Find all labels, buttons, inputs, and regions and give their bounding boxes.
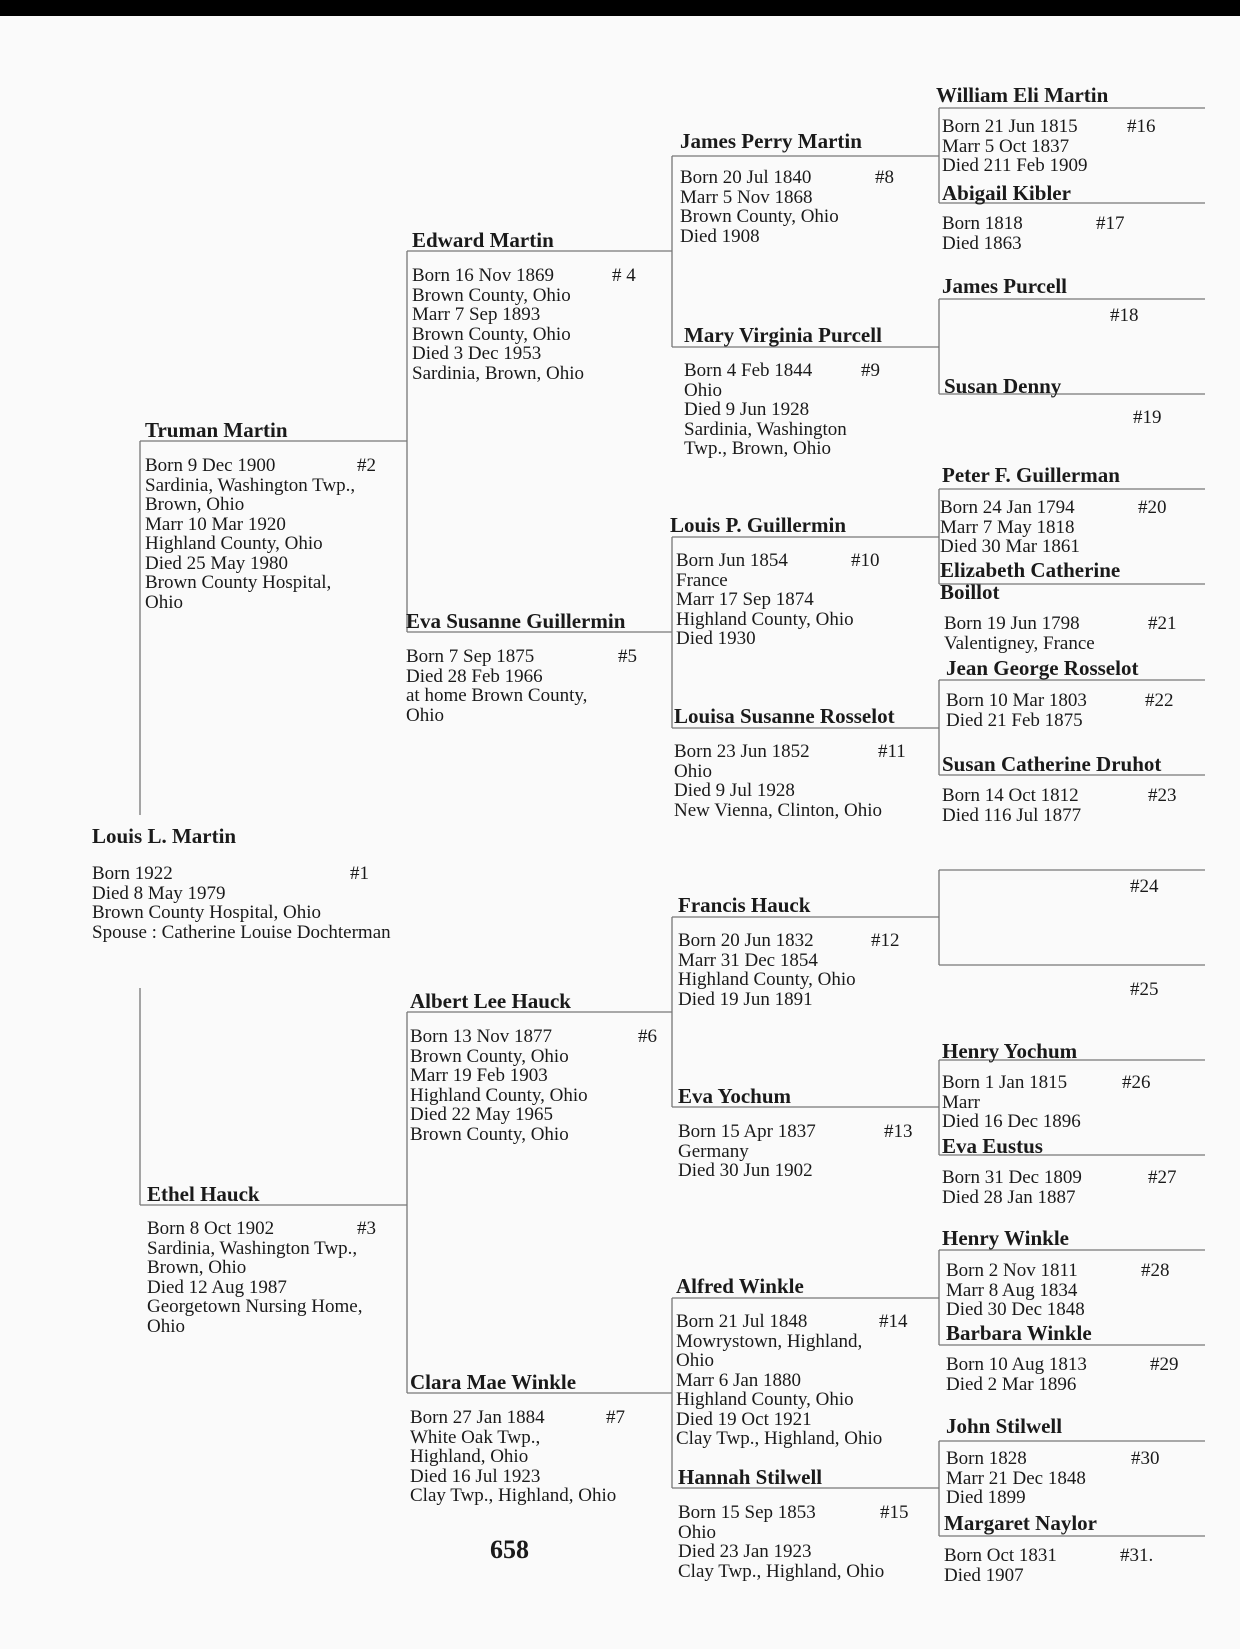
person-15-detail: Born 15 Sep 1853 bbox=[678, 1502, 816, 1523]
person-18-number: #18 bbox=[1110, 305, 1139, 326]
person-26-name: Henry Yochum bbox=[942, 1039, 1078, 1063]
person-6-name: Albert Lee Hauck bbox=[410, 989, 571, 1013]
person-6-detail: Brown County, Ohio bbox=[410, 1123, 569, 1145]
person-4-detail: Brown County, Ohio bbox=[412, 323, 571, 345]
person-7-detail: Died 16 Jul 1923 bbox=[410, 1465, 541, 1487]
person-10-detail: Highland County, Ohio bbox=[676, 608, 854, 630]
person-25-number: #25 bbox=[1130, 979, 1159, 1000]
person-11-detail: Died 9 Jul 1928 bbox=[674, 780, 795, 801]
person-23-detail: Died 116 Jul 1877 bbox=[942, 804, 1082, 826]
person-3-number: #3 bbox=[357, 1218, 376, 1239]
person-2-detail: Sardinia, Washington Twp., bbox=[145, 474, 356, 496]
person-20-detail: Born 24 Jan 1794 bbox=[940, 497, 1075, 518]
person-27-detail: Died 28 Jan 1887 bbox=[942, 1186, 1076, 1208]
person-23-name: Susan Catherine Druhot bbox=[942, 752, 1162, 776]
person-9-detail: Sardinia, Washington bbox=[684, 418, 847, 440]
person-1-detail: Died 8 May 1979 bbox=[92, 882, 226, 904]
person-7-detail: White Oak Twp., bbox=[410, 1426, 541, 1448]
person-10-detail: Marr 17 Sep 1874 bbox=[676, 589, 814, 610]
person-14-number: #14 bbox=[879, 1311, 908, 1332]
person-11-number: #11 bbox=[878, 741, 906, 762]
person-15-detail: Died 23 Jan 1923 bbox=[678, 1541, 812, 1562]
person-6-detail: Marr 19 Feb 1903 bbox=[410, 1065, 548, 1086]
person-24-number: #24 bbox=[1130, 876, 1159, 897]
person-23-detail: Born 14 Oct 1812 bbox=[942, 785, 1079, 806]
person-8-detail: Died 1908 bbox=[680, 225, 760, 247]
person-4-detail: Brown County, Ohio bbox=[412, 284, 571, 306]
person-7-detail: Born 27 Jan 1884 bbox=[410, 1407, 545, 1428]
person-8-detail: Marr 5 Nov 1868 bbox=[680, 186, 813, 208]
person-22-name: Jean George Rosselot bbox=[946, 656, 1139, 680]
person-9-detail: Twp., Brown, Ohio bbox=[684, 438, 831, 459]
person-28-name: Henry Winkle bbox=[942, 1226, 1069, 1250]
person-27-detail: Born 31 Dec 1809 bbox=[942, 1167, 1082, 1188]
person-28-detail: Born 2 Nov 1811 bbox=[946, 1260, 1078, 1281]
person-6-detail: Died 22 May 1965 bbox=[410, 1104, 554, 1125]
person-1-detail: Brown County Hospital, Ohio bbox=[92, 902, 322, 923]
person-20-detail: Marr 7 May 1818 bbox=[940, 516, 1075, 538]
person-10-detail: Born Jun 1854 bbox=[676, 550, 788, 571]
person-1-name: Louis L. Martin bbox=[92, 824, 237, 848]
person-4-detail: Sardinia, Brown, Ohio bbox=[412, 362, 585, 384]
person-6-detail: Brown County, Ohio bbox=[410, 1045, 569, 1067]
person-16-number: #16 bbox=[1127, 116, 1156, 137]
person-22-detail: Died 21 Feb 1875 bbox=[946, 709, 1083, 731]
page-number: 658 bbox=[490, 1535, 529, 1564]
person-15-number: #15 bbox=[880, 1502, 909, 1523]
person-2-detail: Highland County, Ohio bbox=[145, 533, 323, 554]
person-7-number: #7 bbox=[606, 1407, 625, 1428]
person-12-detail: Died 19 Jun 1891 bbox=[678, 988, 813, 1010]
person-2-detail: Brown, Ohio bbox=[145, 494, 245, 515]
person-22-detail: Born 10 Mar 1803 bbox=[946, 690, 1087, 711]
person-9-detail: Died 9 Jun 1928 bbox=[684, 399, 810, 420]
person-13-detail: Died 30 Jun 1902 bbox=[678, 1160, 813, 1181]
person-2-name: Truman Martin bbox=[145, 418, 288, 442]
person-16-name: William Eli Martin bbox=[936, 83, 1109, 107]
person-3-detail: Brown, Ohio bbox=[147, 1257, 247, 1278]
person-28-detail: Died 30 Dec 1848 bbox=[946, 1299, 1085, 1320]
person-19-name: Susan Denny bbox=[944, 374, 1062, 398]
person-5-detail: Died 28 Feb 1966 bbox=[406, 665, 543, 687]
person-28-number: #28 bbox=[1141, 1260, 1170, 1281]
person-29-number: #29 bbox=[1150, 1354, 1179, 1375]
person-2-detail: Died 25 May 1980 bbox=[145, 552, 289, 574]
person-1-detail: Spouse : Catherine Louise Dochterman bbox=[92, 921, 391, 943]
person-8-number: #8 bbox=[875, 167, 894, 188]
person-13-number: #13 bbox=[884, 1121, 913, 1142]
person-2-number: #2 bbox=[357, 455, 376, 476]
person-8-detail: Brown County, Ohio bbox=[680, 206, 839, 227]
person-3-name: Ethel Hauck bbox=[147, 1182, 260, 1206]
person-6-detail: Highland County, Ohio bbox=[410, 1084, 588, 1106]
person-7-detail: Clay Twp., Highland, Ohio bbox=[410, 1485, 617, 1506]
person-2-detail: Ohio bbox=[145, 591, 183, 613]
person-30-detail: Marr 21 Dec 1848 bbox=[946, 1467, 1086, 1489]
person-10-number: #10 bbox=[851, 550, 880, 571]
person-9-number: #9 bbox=[861, 360, 880, 381]
person-18-name: James Purcell bbox=[942, 274, 1067, 298]
person-30-detail: Born 1828 bbox=[946, 1448, 1027, 1469]
person-14-detail: Died 19 Oct 1921 bbox=[676, 1408, 812, 1430]
person-14-name: Alfred Winkle bbox=[676, 1274, 804, 1298]
person-2-detail: Born 9 Dec 1900 bbox=[145, 455, 276, 476]
person-13-detail: Born 15 Apr 1837 bbox=[678, 1121, 816, 1142]
person-11-detail: Ohio bbox=[674, 760, 712, 782]
person-12-name: Francis Hauck bbox=[678, 893, 811, 917]
person-4-detail: Marr 7 Sep 1893 bbox=[412, 304, 541, 325]
person-17-detail: Died 1863 bbox=[942, 232, 1022, 254]
person-17-name: Abigail Kibler bbox=[942, 181, 1071, 205]
person-8-name: James Perry Martin bbox=[680, 129, 862, 153]
person-5-number: #5 bbox=[618, 646, 637, 667]
person-13-name: Eva Yochum bbox=[678, 1084, 791, 1108]
person-3-detail: Born 8 Oct 1902 bbox=[147, 1218, 275, 1239]
person-29-name: Barbara Winkle bbox=[946, 1321, 1092, 1345]
person-31-detail: Born Oct 1831 bbox=[944, 1545, 1057, 1566]
person-12-detail: Highland County, Ohio bbox=[678, 969, 856, 990]
person-1-detail: Born 1922 bbox=[92, 863, 173, 884]
person-31-name: Margaret Naylor bbox=[944, 1511, 1097, 1535]
person-11-name: Louisa Susanne Rosselot bbox=[674, 704, 895, 728]
person-15-name: Hannah Stilwell bbox=[678, 1465, 823, 1489]
person-31-detail: Died 1907 bbox=[944, 1564, 1024, 1586]
person-3-detail: Sardinia, Washington Twp., bbox=[147, 1237, 358, 1259]
person-19-number: #19 bbox=[1133, 407, 1162, 428]
person-9-detail: Ohio bbox=[684, 379, 722, 401]
person-6-number: #6 bbox=[638, 1026, 657, 1047]
person-30-number: #30 bbox=[1131, 1448, 1160, 1469]
person-8-detail: Born 20 Jul 1840 bbox=[680, 167, 812, 188]
person-14-detail: Mowrystown, Highland, bbox=[676, 1330, 863, 1352]
person-4-detail: Born 16 Nov 1869 bbox=[412, 265, 554, 286]
person-3-detail: Died 12 Aug 1987 bbox=[147, 1276, 287, 1298]
person-29-detail: Born 10 Aug 1813 bbox=[946, 1354, 1087, 1375]
person-20-number: #20 bbox=[1138, 497, 1167, 518]
person-12-detail: Marr 31 Dec 1854 bbox=[678, 949, 818, 971]
person-15-detail: Clay Twp., Highland, Ohio bbox=[678, 1560, 885, 1582]
person-12-detail: Born 20 Jun 1832 bbox=[678, 930, 814, 951]
person-23-number: #23 bbox=[1148, 785, 1177, 806]
person-12-number: #12 bbox=[871, 930, 900, 951]
person-14-detail: Marr 6 Jan 1880 bbox=[676, 1369, 802, 1391]
person-22-number: #22 bbox=[1145, 690, 1174, 711]
person-30-detail: Died 1899 bbox=[946, 1487, 1026, 1508]
person-2-detail: Marr 10 Mar 1920 bbox=[145, 513, 286, 535]
person-21-detail: Valentigney, France bbox=[944, 632, 1095, 654]
person-21-detail: Born 19 Jun 1798 bbox=[944, 613, 1080, 634]
person-31-number: #31. bbox=[1120, 1545, 1154, 1566]
person-3-detail: Ohio bbox=[147, 1315, 185, 1337]
person-10-name: Louis P. Guillermin bbox=[670, 513, 847, 537]
person-9-detail: Born 4 Feb 1844 bbox=[684, 360, 813, 381]
person-20-detail: Died 30 Mar 1861 bbox=[940, 536, 1080, 557]
person-5-detail: Born 7 Sep 1875 bbox=[406, 646, 535, 667]
person-28-detail: Marr 8 Aug 1834 bbox=[946, 1279, 1078, 1301]
person-11-detail: Born 23 Jun 1852 bbox=[674, 741, 810, 762]
person-26-detail: Marr bbox=[942, 1091, 980, 1113]
person-9-name: Mary Virginia Purcell bbox=[684, 323, 882, 347]
person-5-detail: at home Brown County, bbox=[406, 685, 588, 706]
person-13-detail: Germany bbox=[678, 1140, 749, 1162]
person-2-detail: Brown County Hospital, bbox=[145, 572, 332, 593]
person-17-number: #17 bbox=[1096, 213, 1125, 234]
person-7-detail: Highland, Ohio bbox=[410, 1446, 529, 1467]
person-7-name: Clara Mae Winkle bbox=[410, 1370, 577, 1394]
person-27-number: #27 bbox=[1148, 1167, 1177, 1188]
person-3-detail: Georgetown Nursing Home, bbox=[147, 1296, 363, 1317]
person-26-detail: Born 1 Jan 1815 bbox=[942, 1072, 1068, 1093]
person-11-detail: New Vienna, Clinton, Ohio bbox=[674, 799, 883, 821]
person-26-number: #26 bbox=[1122, 1072, 1151, 1093]
person-21-name: Elizabeth Catherine Boillot bbox=[940, 558, 1121, 604]
person-6-detail: Born 13 Nov 1877 bbox=[410, 1026, 552, 1047]
person-4-number: # 4 bbox=[612, 265, 636, 286]
person-10-detail: Died 1930 bbox=[676, 628, 756, 649]
person-16-detail: Died 211 Feb 1909 bbox=[942, 155, 1088, 176]
person-20-name: Peter F. Guillerman bbox=[942, 463, 1120, 487]
person-21-number: #21 bbox=[1148, 613, 1177, 634]
person-16-detail: Marr 5 Oct 1837 bbox=[942, 135, 1070, 157]
person-4-detail: Died 3 Dec 1953 bbox=[412, 343, 542, 364]
person-5-name: Eva Susanne Guillermin bbox=[406, 609, 626, 633]
person-14-detail: Born 21 Jul 1848 bbox=[676, 1311, 808, 1332]
person-4-name: Edward Martin bbox=[412, 228, 554, 252]
person-16-detail: Born 21 Jun 1815 bbox=[942, 116, 1078, 137]
person-14-detail: Highland County, Ohio bbox=[676, 1389, 854, 1410]
person-30-name: John Stilwell bbox=[946, 1414, 1063, 1438]
person-17-detail: Born 1818 bbox=[942, 213, 1023, 234]
person-10-detail: France bbox=[676, 569, 728, 591]
person-15-detail: Ohio bbox=[678, 1521, 716, 1543]
person-26-detail: Died 16 Dec 1896 bbox=[942, 1111, 1081, 1132]
person-1-number: #1 bbox=[350, 863, 369, 884]
person-5-detail: Ohio bbox=[406, 704, 444, 726]
person-14-detail: Clay Twp., Highland, Ohio bbox=[676, 1428, 883, 1449]
person-27-name: Eva Eustus bbox=[942, 1134, 1043, 1158]
person-29-detail: Died 2 Mar 1896 bbox=[946, 1373, 1077, 1395]
person-14-detail: Ohio bbox=[676, 1350, 714, 1371]
